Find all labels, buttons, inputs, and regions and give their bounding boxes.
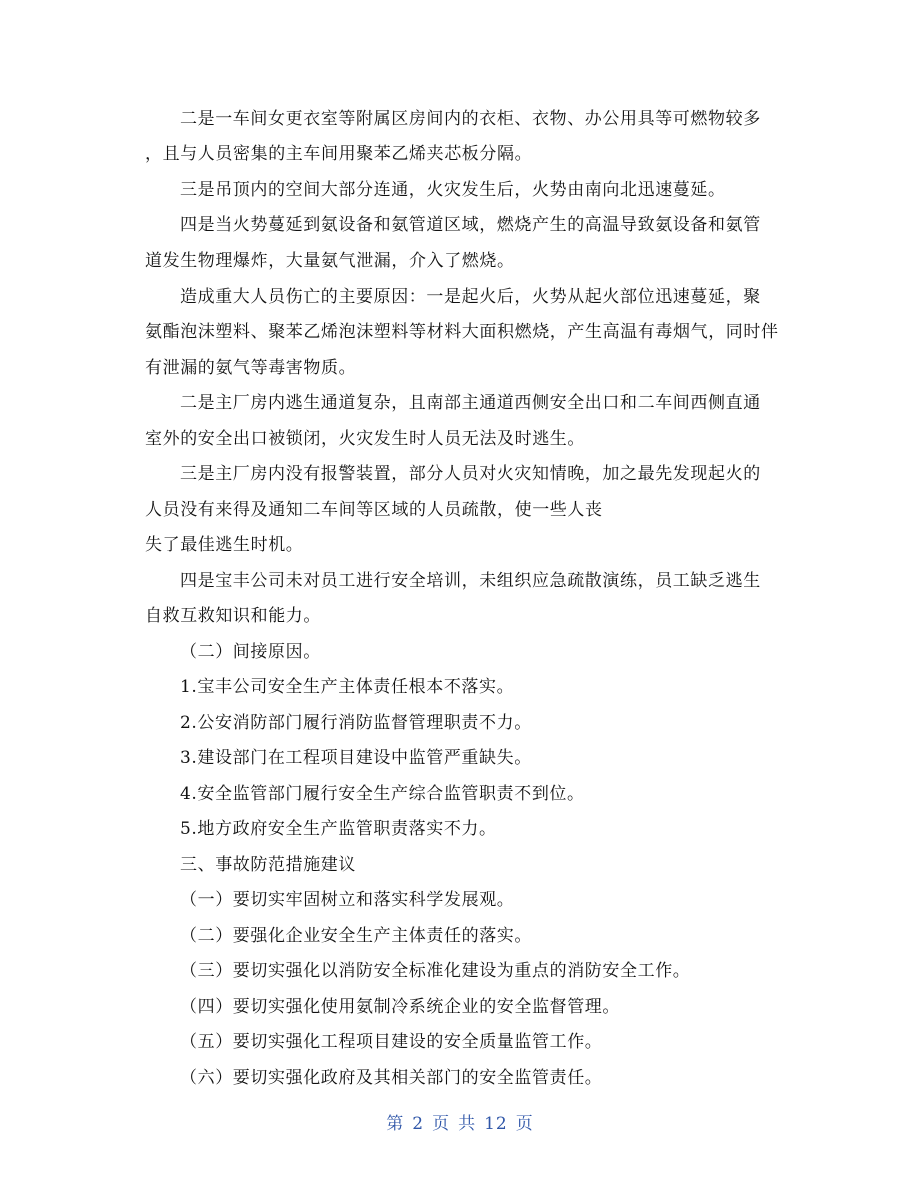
- page-footer: [0, 1113, 920, 1135]
- list-item: 2.公安消防部门履行消防监督管理职责不力。: [180, 713, 532, 733]
- paragraph-line: 人员没有来得及通知二车间等区域的人员疏散，使一些人丧: [145, 500, 603, 520]
- paragraph-line: ，且与人员密集的主车间用聚苯乙烯夹芯板分隔。: [145, 144, 533, 164]
- list-item: 3.建设部门在工程项目建设中监管严重缺失。: [180, 748, 532, 768]
- total-pages: 12: [484, 1114, 508, 1134]
- total-label: 共: [458, 1114, 477, 1134]
- page-label-suffix: 页: [515, 1114, 534, 1134]
- list-item: （五）要切实强化工程项目建设的安全质量监管工作。: [180, 1032, 603, 1052]
- section-heading: （二）间接原因。: [180, 642, 321, 662]
- section-heading: 三、事故防范措施建议: [180, 855, 356, 875]
- paragraph-line: 四是宝丰公司未对员工进行安全培训，未组织应急疏散演练，员工缺乏逃生: [180, 571, 761, 591]
- list-item: （四）要切实强化使用氨制冷系统企业的安全监督管理。: [180, 997, 620, 1017]
- paragraph-line: 道发生物理爆炸，大量氨气泄漏，介入了燃烧。: [145, 251, 515, 271]
- page-label-mid: 页: [432, 1114, 451, 1134]
- list-item: （二）要强化企业安全生产主体责任的落实。: [180, 926, 532, 946]
- paragraph-line: 自救互救知识和能力。: [145, 606, 321, 626]
- paragraph-line: 室外的安全出口被锁闭，火灾发生时人员无法及时逃生。: [145, 429, 585, 449]
- list-item: 1.宝丰公司安全生产主体责任根本不落实。: [180, 677, 515, 697]
- list-item: （六）要切实强化政府及其相关部门的安全监管责任。: [180, 1068, 603, 1088]
- paragraph-line: 失了最佳逃生时机。: [145, 535, 304, 555]
- paragraph-line: 二是主厂房内逃生通道复杂，且南部主通道西侧安全出口和二车间西侧直通: [180, 393, 761, 413]
- paragraph-line: 四是当火势蔓延到氨设备和氨管道区域，燃烧产生的高温导致氨设备和氨管: [180, 215, 761, 235]
- paragraph-line: 三是吊顶内的空间大部分连通，火灾发生后，火势由南向北迅速蔓延。: [180, 180, 726, 200]
- list-item: （一）要切实牢固树立和落实科学发展观。: [180, 890, 515, 910]
- list-item: 4.安全监管部门履行安全生产综合监管职责不到位。: [180, 784, 585, 804]
- paragraph-line: 三是主厂房内没有报警装置，部分人员对火灾知情晚，加之最先发现起火的: [180, 464, 761, 484]
- paragraph-line: 造成重大人员伤亡的主要原因：一是起火后，火势从起火部位迅速蔓延，聚: [180, 287, 761, 307]
- paragraph-line: 有泄漏的氨气等毒害物质。: [145, 358, 357, 378]
- page-label-prefix: 第: [386, 1114, 405, 1134]
- page-number: 2: [412, 1114, 425, 1134]
- paragraph-line: 氨酯泡沫塑料、聚苯乙烯泡沫塑料等材料大面积燃烧，产生高温有毒烟气，同时伴: [145, 322, 779, 342]
- list-item: （三）要切实强化以消防安全标准化建设为重点的消防安全工作。: [180, 961, 691, 981]
- paragraph-line: 二是一车间女更衣室等附属区房间内的衣柜、衣物、办公用具等可燃物较多: [180, 109, 761, 129]
- list-item: 5.地方政府安全生产监管职责落实不力。: [180, 819, 497, 839]
